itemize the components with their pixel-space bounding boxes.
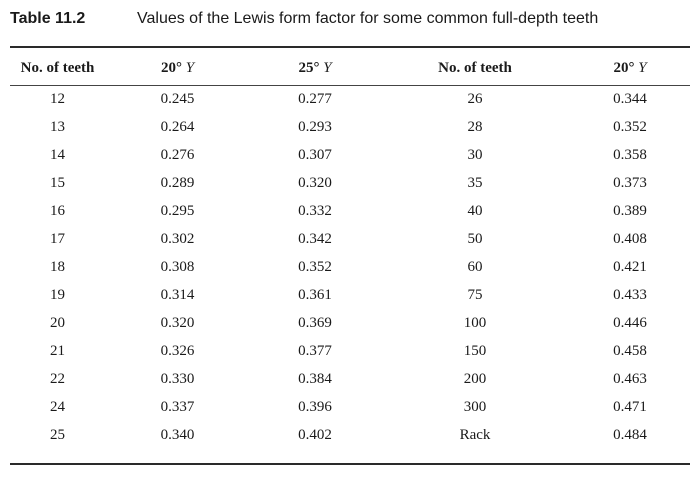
table-row xyxy=(10,309,690,337)
header-20deg-y-2 xyxy=(570,51,690,85)
table-row xyxy=(10,365,690,393)
cell-y25: 0.396 xyxy=(298,398,332,415)
header-25deg-y xyxy=(250,51,380,85)
table-row xyxy=(10,337,690,365)
table-row xyxy=(10,393,690,421)
cell-y25: 0.277 xyxy=(298,90,332,107)
cell-teeth: 150 xyxy=(463,342,487,359)
cell-teeth: 17 xyxy=(50,230,65,247)
cell-y20: 0.344 xyxy=(613,90,647,107)
cell-teeth: 35 xyxy=(467,174,483,191)
table-row xyxy=(10,169,690,197)
cell-teeth: 26 xyxy=(467,90,483,107)
cell-y20: 0.352 xyxy=(613,118,647,135)
cell-y25: 0.384 xyxy=(298,370,332,387)
table-row xyxy=(10,225,690,253)
cell-y20: 0.463 xyxy=(613,370,647,387)
cell-y20: 0.373 xyxy=(613,174,647,191)
cell-teeth: 60 xyxy=(467,258,483,275)
cell-teeth: 24 xyxy=(50,398,65,415)
cell-teeth: 40 xyxy=(467,202,483,219)
cell-teeth: Rack xyxy=(459,426,491,443)
cell-y25: 0.342 xyxy=(298,230,332,247)
cell-y20: 0.484 xyxy=(613,426,647,443)
header-no-of-teeth-1: No. of teeth xyxy=(20,59,95,76)
cell-y20: 0.408 xyxy=(613,230,647,247)
lewis-form-factor-table xyxy=(10,51,690,449)
header-row xyxy=(10,51,690,85)
table-row xyxy=(10,253,690,281)
table-title: Values of the Lewis form factor for some common full-depth teeth xyxy=(137,10,599,27)
cell-y20: 0.320 xyxy=(160,314,195,331)
cell-y25: 0.361 xyxy=(298,286,332,303)
top-rule xyxy=(10,46,690,48)
cell-y20: 0.358 xyxy=(613,146,647,163)
cell-y25: 0.352 xyxy=(298,258,332,275)
header-no-of-teeth-2: No. of teeth xyxy=(438,59,512,76)
cell-teeth: 14 xyxy=(50,146,65,163)
cell-teeth: 25 xyxy=(50,426,65,443)
cell-y20: 0.446 xyxy=(613,314,647,331)
table-row xyxy=(10,85,690,113)
table-row xyxy=(10,421,690,449)
table-row xyxy=(10,141,690,169)
table-number: Table 11.2 xyxy=(10,10,86,27)
cell-y25: 0.402 xyxy=(298,426,332,443)
cell-teeth: 15 xyxy=(50,174,65,191)
header-25deg-label: 25° xyxy=(298,59,320,76)
cell-y25: 0.332 xyxy=(298,202,332,219)
cell-y20: 0.308 xyxy=(160,258,195,275)
cell-teeth: 28 xyxy=(467,118,483,135)
table-caption xyxy=(10,10,599,28)
cell-y20: 0.330 xyxy=(160,370,195,387)
cell-teeth: 300 xyxy=(463,398,487,415)
cell-y20: 0.340 xyxy=(160,426,195,443)
cell-teeth: 22 xyxy=(50,370,65,387)
cell-teeth: 75 xyxy=(467,286,483,303)
cell-y20: 0.295 xyxy=(160,202,195,219)
cell-teeth: 12 xyxy=(50,90,65,107)
header-y-symbol: Y xyxy=(323,59,332,76)
table-row xyxy=(10,113,690,141)
cell-y20: 0.389 xyxy=(613,202,647,219)
cell-teeth: 30 xyxy=(467,146,483,163)
cell-y20: 0.302 xyxy=(160,230,195,247)
cell-teeth: 21 xyxy=(50,342,65,359)
cell-y20: 0.245 xyxy=(160,90,195,107)
cell-teeth: 18 xyxy=(50,258,65,275)
cell-teeth: 200 xyxy=(463,370,487,387)
cell-y20: 0.337 xyxy=(160,398,195,415)
cell-teeth: 100 xyxy=(463,314,487,331)
cell-y20: 0.433 xyxy=(613,286,647,303)
cell-teeth: 19 xyxy=(50,286,65,303)
cell-y25: 0.293 xyxy=(298,118,332,135)
cell-y20: 0.264 xyxy=(160,118,195,135)
cell-y20: 0.421 xyxy=(613,258,647,275)
cell-y25: 0.369 xyxy=(298,314,332,331)
table-row xyxy=(10,281,690,309)
header-20deg-label: 20° xyxy=(613,59,635,76)
bottom-rule xyxy=(10,463,690,465)
cell-y20: 0.326 xyxy=(160,342,195,359)
header-20deg-y-1 xyxy=(105,51,250,85)
header-y-symbol: Y xyxy=(638,59,647,76)
cell-y25: 0.377 xyxy=(298,342,332,359)
cell-y20: 0.471 xyxy=(613,398,647,415)
header-y-symbol: Y xyxy=(185,59,195,76)
cell-y20: 0.289 xyxy=(160,174,195,191)
cell-teeth: 13 xyxy=(50,118,65,135)
cell-teeth: 20 xyxy=(50,314,65,331)
header-20deg-label: 20° xyxy=(160,59,182,76)
table-row xyxy=(10,197,690,225)
cell-teeth: 16 xyxy=(50,202,65,219)
cell-y20: 0.276 xyxy=(160,146,195,163)
cell-y25: 0.307 xyxy=(298,146,332,163)
cell-y20: 0.458 xyxy=(613,342,647,359)
cell-teeth: 50 xyxy=(467,230,483,247)
cell-y20: 0.314 xyxy=(160,286,195,303)
cell-y25: 0.320 xyxy=(298,174,332,191)
